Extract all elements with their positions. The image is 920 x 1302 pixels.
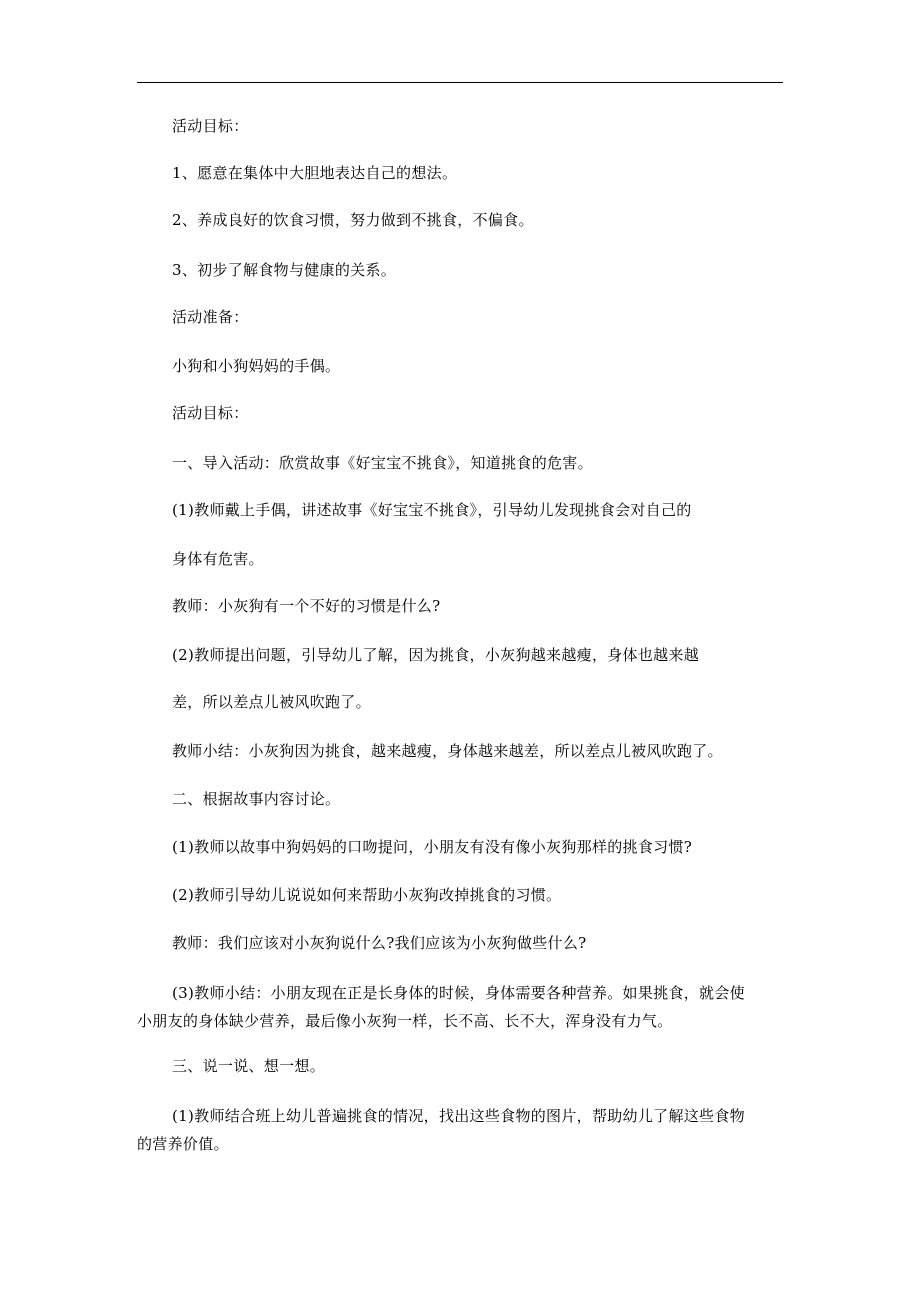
teacher-question-2: 教师：我们应该对小灰狗说什么?我们应该为小灰狗做些什么? bbox=[172, 934, 587, 952]
step-1-item-2-continued: 差，所以差点儿被风吹跑了。 bbox=[172, 693, 371, 711]
step-heading-1: 一、导入活动：欣赏故事《好宝宝不挑食》，知道挑食的危害。 bbox=[172, 454, 593, 472]
section-heading-preparation: 活动准备： bbox=[172, 308, 249, 326]
step-2-item-3: (3)教师小结：小朋友现在正是长身体的时候，身体需要各种营养。如果挑食，就会使小朋友的身体缺少营养，最后像小灰狗一样，长不高、长不大，浑身没有力气。 bbox=[137, 984, 745, 1030]
step-2-item-2: (2)教师引导幼儿说说如何来帮助小灰狗改掉挑食的习惯。 bbox=[172, 886, 562, 904]
section-heading-goals: 活动目标： bbox=[172, 117, 249, 135]
step-1-item-2: (2)教师提出问题，引导幼儿了解，因为挑食，小灰狗越来越瘦，身体也越来越 bbox=[172, 646, 700, 664]
step-3-item-1: (1)教师结合班上幼儿普遍挑食的情况，找出这些食物的图片，帮助幼儿了解这些食物的营养价值。 bbox=[137, 1107, 745, 1153]
step-1-item-1-continued: 身体有危害。 bbox=[172, 550, 264, 568]
teacher-summary-1: 教师小结：小灰狗因为挑食，越来越瘦，身体越来越差，所以差点儿被风吹跑了。 bbox=[172, 742, 723, 760]
goal-item-2: 2、养成良好的饮食习惯，努力做到不挑食，不偏食。 bbox=[172, 211, 534, 229]
teacher-question-1: 教师：小灰狗有一个不好的习惯是什么? bbox=[172, 597, 441, 615]
section-heading-process: 活动目标： bbox=[172, 404, 249, 422]
step-1-item-1: (1)教师戴上手偶，讲述故事《好宝宝不挑食》，引导幼儿发现挑食会对自己的 bbox=[172, 501, 692, 519]
preparation-text: 小狗和小狗妈妈的手偶。 bbox=[172, 357, 341, 375]
step-2-item-1: (1)教师以故事中狗妈妈的口吻提问，小朋友有没有像小灰狗那样的挑食习惯? bbox=[172, 838, 693, 856]
goal-item-3: 3、初步了解食物与健康的关系。 bbox=[172, 261, 397, 279]
goal-item-1: 1、愿意在集体中大胆地表达自己的想法。 bbox=[172, 164, 458, 182]
step-heading-2: 二、根据故事内容讨论。 bbox=[172, 790, 341, 808]
header-rule bbox=[137, 82, 783, 83]
step-heading-3: 三、说一说、想一想。 bbox=[172, 1057, 326, 1075]
